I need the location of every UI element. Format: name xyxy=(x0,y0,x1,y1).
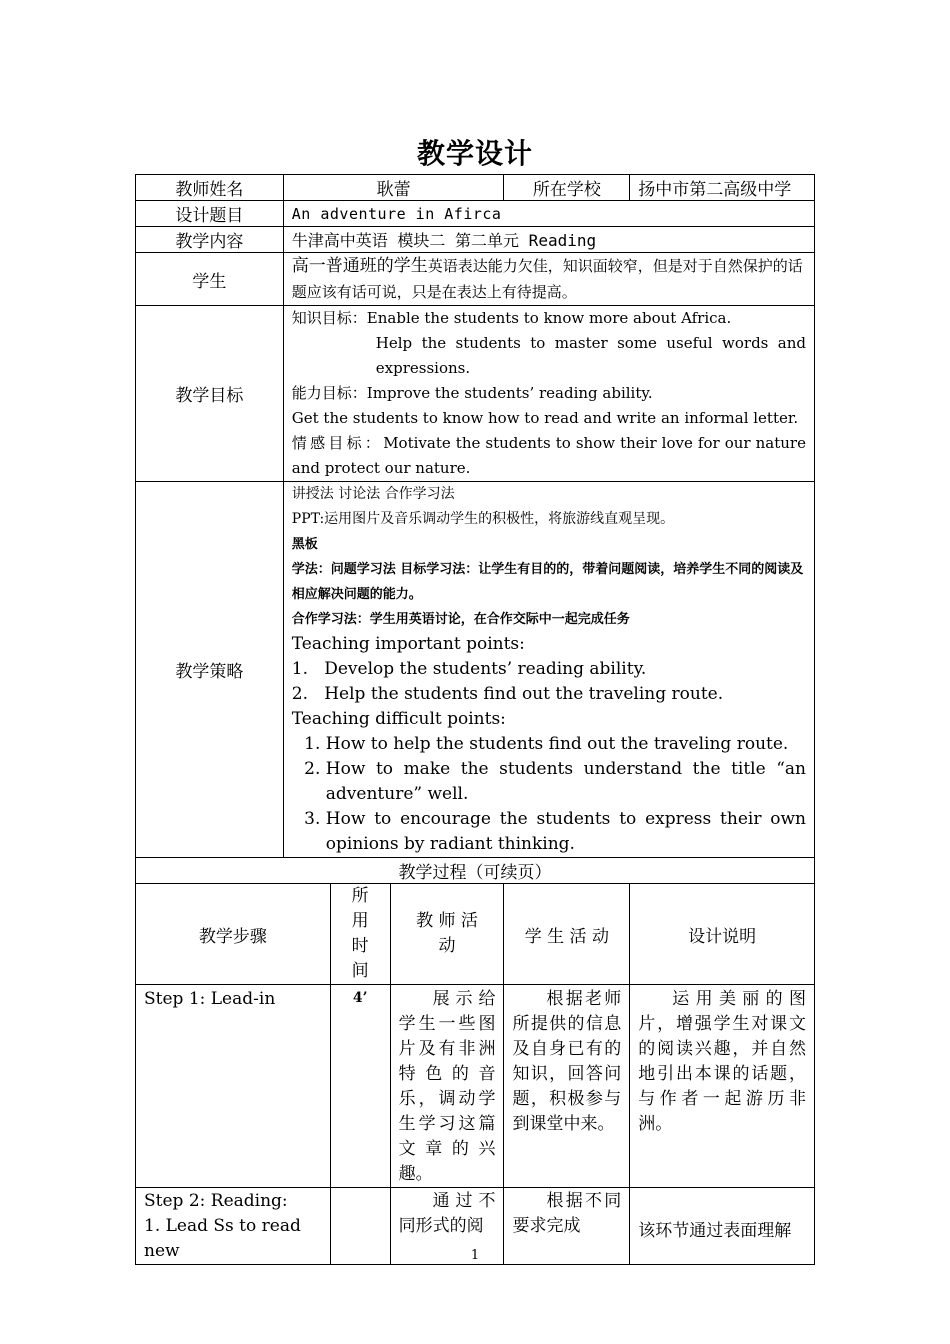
blackboard-text: 黑板 xyxy=(291,537,318,552)
teacher-label: 教师姓名 xyxy=(136,175,284,201)
step-name: Step 2: Reading: 1. Lead Ss to read new xyxy=(136,1188,331,1265)
teacher-row xyxy=(136,175,815,201)
process-columns-row xyxy=(136,884,815,985)
page-title: 教学设计 xyxy=(416,137,533,170)
strategy-row xyxy=(136,482,815,858)
knowledge-goal: 知识目标：Enable the students to know more about Africa. xyxy=(291,309,732,327)
col-step: 教学步骤 xyxy=(136,884,331,985)
strategy-label: 教学策略 xyxy=(136,482,284,858)
students-level: 高一普通班的学生 xyxy=(291,256,428,276)
difficult-point-3: 3. How to encourage the students to express their own opinions by radiant thinking. xyxy=(326,807,806,857)
content-label: 教学内容 xyxy=(136,227,284,253)
student-activity: 根据老师所提供的信息及自身已有的知识，回答问题，积极参与到课堂中来。 xyxy=(504,985,630,1188)
strategy-content xyxy=(283,482,814,858)
col-teacher: 教 师 活 动 xyxy=(390,884,504,985)
design-note: 运用美丽的图片，增强学生对课文的阅读兴趣，并自然地引出本课的话题，与作者一起游历非洲。 xyxy=(630,985,815,1188)
topic-row xyxy=(136,201,815,227)
teacher-activity: 通过不同形式的阅 xyxy=(390,1188,504,1265)
step-row xyxy=(136,985,815,1188)
important-point-2: 2. Help the students find out the traveling route. xyxy=(291,684,724,704)
teacher-name: 耿蕾 xyxy=(283,175,504,201)
students-row xyxy=(136,253,815,306)
process-header: 教学过程（可续页） xyxy=(136,858,815,884)
design-note: 该环节通过表面理解 xyxy=(630,1188,815,1265)
lesson-plan-table xyxy=(135,174,815,1265)
ability-goal-2: Get the students to know how to read and write an informal letter. xyxy=(291,409,799,427)
page-number: 1 xyxy=(470,1248,480,1263)
difficult-point-2: 2. How to make the students understand the title “an adventure” well. xyxy=(326,757,806,807)
coop-method-text: 合作学习法：学生用英语讨论，在合作交际中一起完成任务 xyxy=(291,612,630,627)
col-student: 学 生 活 动 xyxy=(504,884,630,985)
process-header-row xyxy=(136,858,815,884)
goals-content xyxy=(283,306,814,482)
step-time: 4’ xyxy=(330,985,390,1188)
goals-label: 教学目标 xyxy=(136,306,284,482)
students-desc: 英语表达能力欠佳，知识面较窄，但是对于自然保护的话题应该有话可说，只是在表达上有待提高。 xyxy=(291,257,803,301)
methods-text: 讲授法 讨论法 合作学习法 xyxy=(291,486,455,502)
school-label: 所在学校 xyxy=(504,175,630,201)
students-label: 学生 xyxy=(136,253,284,306)
students-value xyxy=(283,253,814,306)
school-name: 扬中市第二高级中学 xyxy=(630,175,815,201)
student-activity: 根据不同要求完成 xyxy=(504,1188,630,1265)
difficult-point-1: 1. How to help the students find out the traveling route. xyxy=(326,732,806,757)
emotion-goal: 情感目标：Motivate the students to show their love for our nature and protect our nature. xyxy=(291,434,806,477)
important-points-label: Teaching important points: xyxy=(291,634,525,654)
important-point-1: 1. Develop the students’ reading ability. xyxy=(291,659,647,679)
topic-label: 设计题目 xyxy=(136,201,284,227)
col-note: 设计说明 xyxy=(630,884,815,985)
study-method-text: 学法：问题学习法 目标学习法：让学生有目的的，带着问题阅读，培养学生不同的阅读及相应解决问题的能力。 xyxy=(291,562,804,602)
goals-row xyxy=(136,306,815,482)
col-time: 所用时间 xyxy=(330,884,390,985)
teacher-activity: 展示给学生一些图片及有非洲特色的音乐，调动学生学习这篇文章的兴趣。 xyxy=(390,985,504,1188)
content-row xyxy=(136,227,815,253)
difficult-points-list xyxy=(292,732,806,857)
difficult-points-label: Teaching difficult points: xyxy=(291,709,506,729)
knowledge-goal-2: Help the students to master some useful words and expressions. xyxy=(375,334,806,377)
topic-value: An adventure in Afirca xyxy=(283,201,814,227)
content-value: 牛津高中英语 模块二 第二单元 Reading xyxy=(283,227,814,253)
step-name: Step 1: Lead-in xyxy=(136,985,331,1188)
ppt-text: PPT:运用图片及音乐调动学生的积极性，将旅游线直观呈现。 xyxy=(291,511,675,527)
ability-goal: 能力目标：Improve the students’ reading ability. xyxy=(291,384,653,402)
